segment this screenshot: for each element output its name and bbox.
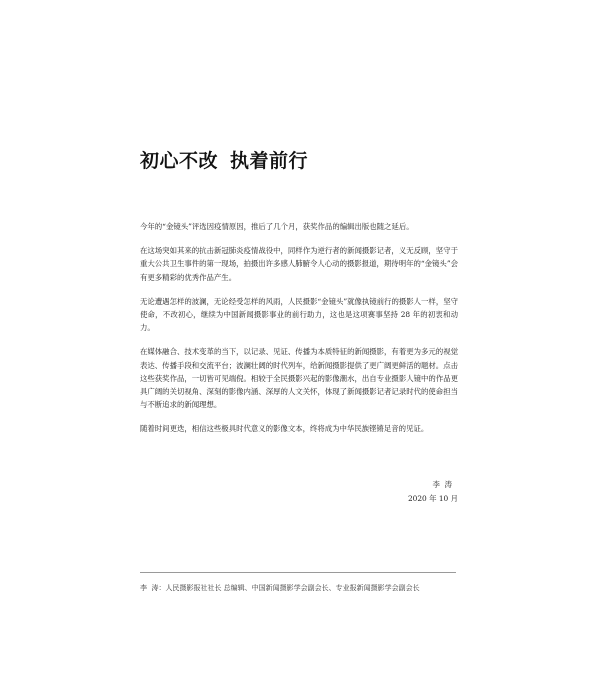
- paragraph-5: 随着时间更迭，相信这些极具时代意义的影像文本，终将成为中华民族铿锵足音的见证。: [140, 424, 429, 434]
- footnote-name: 李 涛: [140, 584, 159, 592]
- footnote-divider: [140, 572, 456, 573]
- title-part-1: 初心不改: [140, 150, 219, 172]
- paragraph-2: 在这场突如其来的抗击新冠肺炎疫情战役中，同样作为逆行者的新闻摄影记者，义无反顾，坚守于重大公共卫生事件的第一现场，拍摄出许多感人肺腑令人心动的摄影报道，期待明年的“金镜头”会有更多精彩的优秀作品产生。: [140, 246, 458, 282]
- footnote-bio: ：人民摄影报社社长 总编辑、中国新闻摄影学会副会长、专业报新闻摄影学会副会长: [158, 584, 420, 592]
- signature-block: [408, 478, 458, 506]
- paragraph-4: 在媒体融合、技术变革的当下，以记录、见证、传播为本质特征的新闻摄影，有着更为多元的视觉表达、传播手段和交流平台；波澜壮阔的时代列车，给新闻摄影提供了更广阔更鲜活的题材。点击这些获奖作品，一切皆可见端倪。相较于全民摄影兴起的影像潮水，出自专业摄影人镜中的作品更具广阔的关切视角、深刻的影像内涵、深厚的人文关怀，体现了新闻摄影记者记录时代的使命担当与不断追求的新闻理想。: [140, 347, 458, 410]
- paragraph-3: 无论遭遇怎样的波澜，无论经受怎样的风雨，人民摄影“金镜头”就像执镜前行的摄影人一样，坚守使命，不改初心，继续为中国新闻摄影事业的前行助力，这也是这项赛事坚持 28 年的初衷和动力。: [140, 296, 458, 333]
- paragraph-1: 今年的“金镜头”评选因疫情原因，推后了几个月，获奖作品的编辑出版也随之延后。: [140, 222, 414, 231]
- page-title: [140, 146, 308, 173]
- signature-date: 2020 年 10 月: [407, 494, 458, 503]
- signature-name: 李 涛: [432, 480, 452, 489]
- body-text: [140, 220, 458, 447]
- title-part-2: 执着前行: [230, 150, 309, 172]
- author-footnote: [140, 582, 470, 594]
